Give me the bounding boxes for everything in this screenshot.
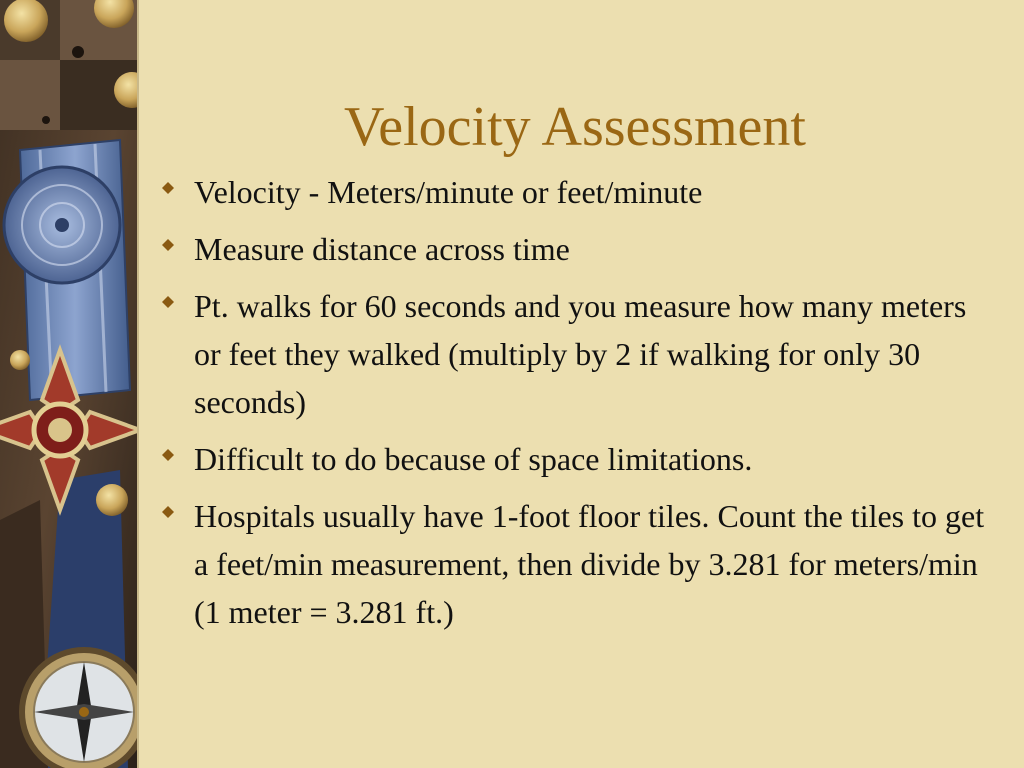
- diamond-icon: [162, 506, 174, 518]
- diamond-icon: [162, 239, 174, 251]
- list-item: [160, 282, 1000, 426]
- diamond-icon: [162, 296, 174, 308]
- list-item: [160, 492, 1000, 636]
- bullet-text: Hospitals usually have 1-foot floor tiles. Count the tiles to get a feet/min measurement, then divide by 3.281 for meters/min (1 meter = 3.281 ft.): [194, 498, 985, 630]
- image-border: [137, 0, 139, 768]
- list-item: [160, 225, 1000, 273]
- bullet-list: [160, 168, 1000, 645]
- decorative-medals-image: [0, 0, 138, 768]
- bullet-text: Measure distance across time: [194, 231, 570, 267]
- slide-title: Velocity Assessment: [344, 96, 806, 158]
- list-item: [160, 168, 1000, 216]
- list-item: [160, 435, 1000, 483]
- diamond-icon: [162, 182, 174, 194]
- bullet-text: Difficult to do because of space limitations.: [194, 441, 753, 477]
- bullet-text: Velocity - Meters/minute or feet/minute: [194, 174, 703, 210]
- diamond-icon: [162, 449, 174, 461]
- bullet-text: Pt. walks for 60 seconds and you measure how many meters or feet they walked (multiply by 2 if walking for only 30 seconds): [194, 288, 967, 420]
